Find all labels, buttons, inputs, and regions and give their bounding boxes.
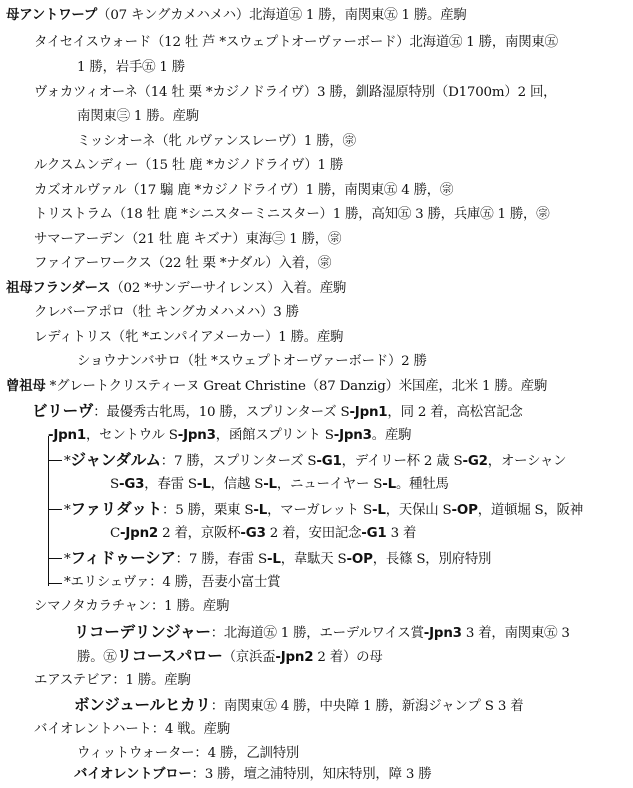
- connector-fiducia: [48, 558, 62, 559]
- line-shimano-takara: シマノタカラチャン：1 勝。産駒: [34, 599, 230, 614]
- line-foal-vocazione: ヴォカツィオーネ（14 牡 栗 *カジノドライヴ）3 勝，釧路湿原特別（D1700m）2 回，: [34, 85, 557, 100]
- ricoh-sparrow-name: リコースパロー: [116, 647, 223, 665]
- line-fiducia: *フィドゥーシア：7 勝，春雷 S-L，韋駄天 S-OP，長篠 S，別府特別: [64, 549, 492, 567]
- line-gendarme-cont: S-G3，春雷 S-L，信越 S-L，ニューイヤー S-L。種牡馬: [110, 477, 449, 492]
- connector-elisheva: [48, 583, 62, 584]
- line-faridat: *ファリダット：5 勝，栗東 S-L，マーガレット S-L，天保山 S-OP，道頓堀 S，阪神: [64, 500, 584, 518]
- line-foal-vocazione-cont: 南関東㊂ 1 勝。産駒: [77, 109, 199, 124]
- line-ricoh-derringer-cont: 勝。㊄リコースパロー（京浜盃-Jpn2 2 着）の母: [77, 647, 383, 665]
- connector-gendarme: [48, 460, 62, 461]
- line-shonan-basaro: ショウナンバサロ（牡 *スウェプトオーヴァーボード）2 勝: [77, 354, 427, 369]
- line-believe-cont: -Jpn1，セントウル S-Jpn3，函館スプリント S-Jpn3。産駒: [48, 428, 412, 443]
- line-foal-taisei-sword-cont: 1 勝，岩手㊄ 1 勝: [77, 60, 185, 75]
- line-faridat-cont: C-Jpn2 2 着，京阪杯-G3 2 着，安田記念-G1 3 着: [110, 526, 417, 541]
- believe-name: ビリーヴ: [32, 402, 94, 420]
- line-foal-taisei-sword: タイセイスウォード（12 牡 芦 *スウェプトオーヴァーボード）北海道㊄ 1 勝，南関東㊄: [34, 35, 558, 50]
- line-air-stevia: エアステビア：1 勝。産駒: [34, 673, 191, 688]
- offspring-connector-line: [48, 436, 49, 586]
- line-foal-tristram: トリストラム（18 牡 鹿 *シニスターミニスター）1 勝，高知㊄ 3 勝，兵庫㊄ 1 勝，㊪: [34, 207, 550, 222]
- fiducia-name: フィドゥーシア: [70, 549, 176, 567]
- dam-label: 母アントワープ: [6, 8, 98, 23]
- faridat-name: ファリダット: [70, 500, 162, 518]
- line-believe: ビリーヴ：最優秀古牝馬，10 勝，スプリンターズ S-Jpn1，同 2 着，高松宮記念: [32, 402, 523, 420]
- line-clever-apollo: クレバーアポロ（牡 キングカメハメハ）3 勝: [34, 305, 299, 320]
- second-dam-label: 祖母フランダース: [6, 281, 111, 296]
- line-violent-blow: バイオレントブロー：3 勝，壇之浦特別，知床特別，障 3 勝: [74, 767, 432, 782]
- line-third-dam: 曾祖母 *グレートクリスティーヌ Great Christine（87 Danzig）米国産，北米 1 勝。産駒: [6, 379, 548, 394]
- line-elisheva: *エリシェヴァ：4 勝，吾妻小富士賞: [64, 575, 281, 590]
- line-ricoh-derringer: リコーデリンジャー：北海道㊄ 1 勝，エーデルワイス賞-Jpn3 3 着，南関東㊄ 3: [74, 623, 570, 641]
- line-wit-water: ウィットウォーター：4 勝，乙訓特別: [77, 746, 300, 761]
- line-dam: 母アントワープ（07 キングカメハメハ）北海道㊄ 1 勝，南関東㊄ 1 勝。産駒: [6, 8, 467, 23]
- line-foal-kazuorval: カズオルヴァル（17 騸 鹿 *カジノドライヴ）1 勝，南関東㊄ 4 勝，㊪: [34, 183, 454, 198]
- line-laditris: レディトリス（牝 *エンパイアメーカー）1 勝。産駒: [34, 330, 344, 345]
- ricoh-derringer-name: リコーデリンジャー: [74, 623, 211, 641]
- line-foal-lux-mundi: ルクスムンディー（15 牡 鹿 *カジノドライヴ）1 勝: [34, 158, 344, 173]
- connector-faridat: [48, 509, 62, 510]
- line-violent-heart: バイオレントハート：4 戦。産駒: [34, 722, 231, 737]
- third-dam-label: 曾祖母: [6, 379, 46, 394]
- line-bonjour-hikari: ボンジュールヒカリ：南関東㊄ 4 勝，中央障 1 勝，新潟ジャンプ S 3 着: [74, 696, 524, 714]
- line-foal-summer-arden: サマーアーデン（21 牡 鹿 キズナ）東海㊂ 1 勝，㊪: [34, 232, 342, 247]
- gendarme-name: ジャンダルム: [70, 451, 161, 469]
- line-gendarme: *ジャンダルム：7 勝，スプリンターズ S-G1，デイリー杯 2 歳 S-G2，オーシャン: [64, 451, 567, 469]
- line-second-dam: 祖母フランダース（02 *サンデーサイレンス）入着。産駒: [6, 281, 347, 296]
- line-grandfoal-missione: ミッシオーネ（牝 ルヴァンスレーヴ）1 勝，㊪: [77, 134, 356, 149]
- line-foal-fireworks: ファイアーワークス（22 牡 栗 *ナダル）入着，㊪: [34, 256, 332, 271]
- bonjour-hikari-name: ボンジュールヒカリ: [74, 696, 211, 714]
